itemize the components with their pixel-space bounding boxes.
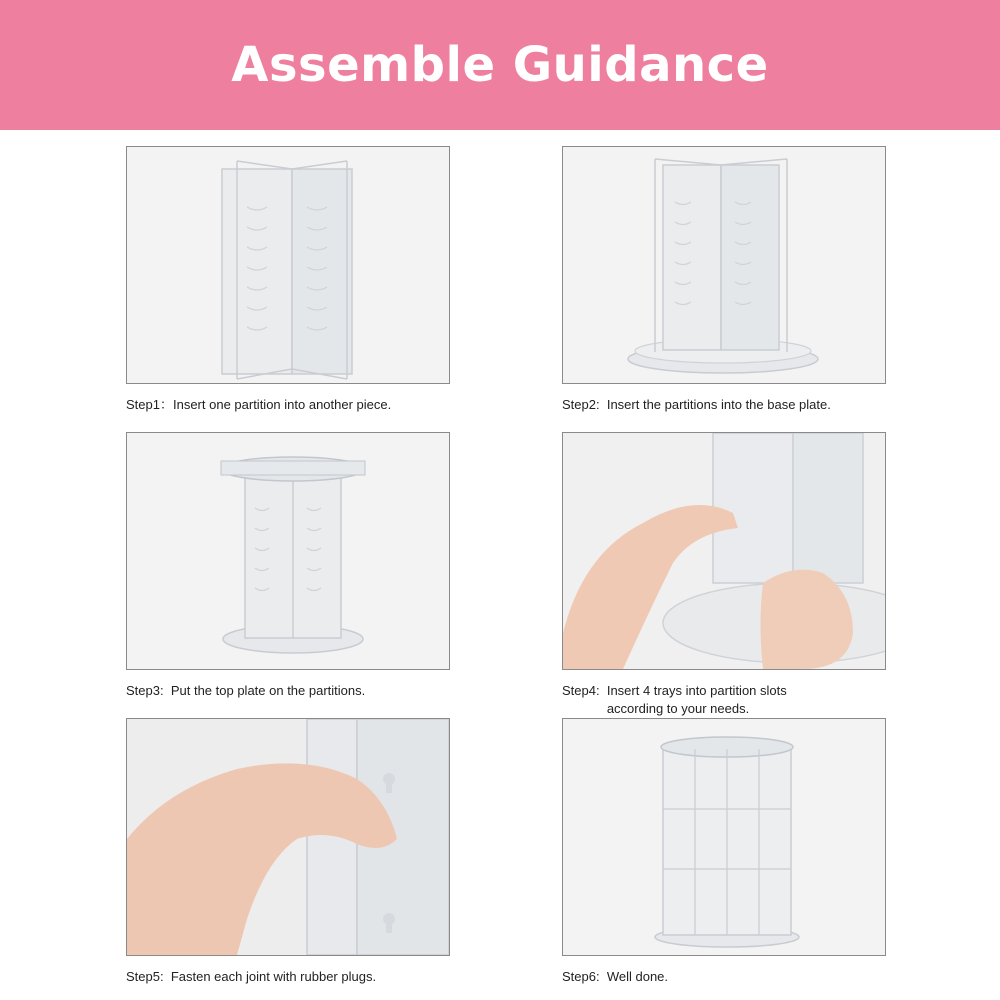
step5-label: Step5:: [126, 969, 164, 984]
step4-label: Step4:: [562, 683, 600, 698]
step2-text: Insert the partitions into the base plate.: [606, 397, 831, 412]
step6-photo: [562, 718, 886, 956]
finished-organizer-image: [563, 719, 885, 955]
step3-photo: [126, 432, 450, 670]
partitions-crossed-image: [127, 147, 449, 383]
step4-text: Insert 4 trays into partition slots according to your needs.: [606, 683, 787, 716]
step5-text: Fasten each joint with rubber plugs.: [170, 969, 377, 984]
step3-label: Step3:: [126, 683, 164, 698]
page-title: Assemble Guidance: [231, 37, 769, 93]
step1-photo: [126, 146, 450, 384]
step6-text: Well done.: [606, 969, 669, 984]
step1-text: Insert one partition into another piece.: [172, 397, 392, 412]
hands-inserting-tray-image: [563, 433, 885, 669]
step3-text: Put the top plate on the partitions.: [170, 683, 366, 698]
title-banner: [0, 0, 1000, 130]
step1-label: Step1：: [126, 397, 173, 412]
step2-photo: [562, 146, 886, 384]
hand-fastening-plug-image: [127, 719, 449, 955]
step6-caption: [562, 968, 942, 986]
step5-photo: [126, 718, 450, 956]
step2-label: Step2:: [562, 397, 600, 412]
step4-photo: [562, 432, 886, 670]
step4-caption: [562, 682, 942, 718]
step2-caption: [562, 396, 942, 414]
partitions-on-base-image: [563, 147, 885, 383]
top-plate-image: [127, 433, 449, 669]
step6-label: Step6:: [562, 969, 600, 984]
step1-caption: [126, 396, 506, 414]
step5-caption: [126, 968, 506, 986]
step3-caption: [126, 682, 506, 700]
